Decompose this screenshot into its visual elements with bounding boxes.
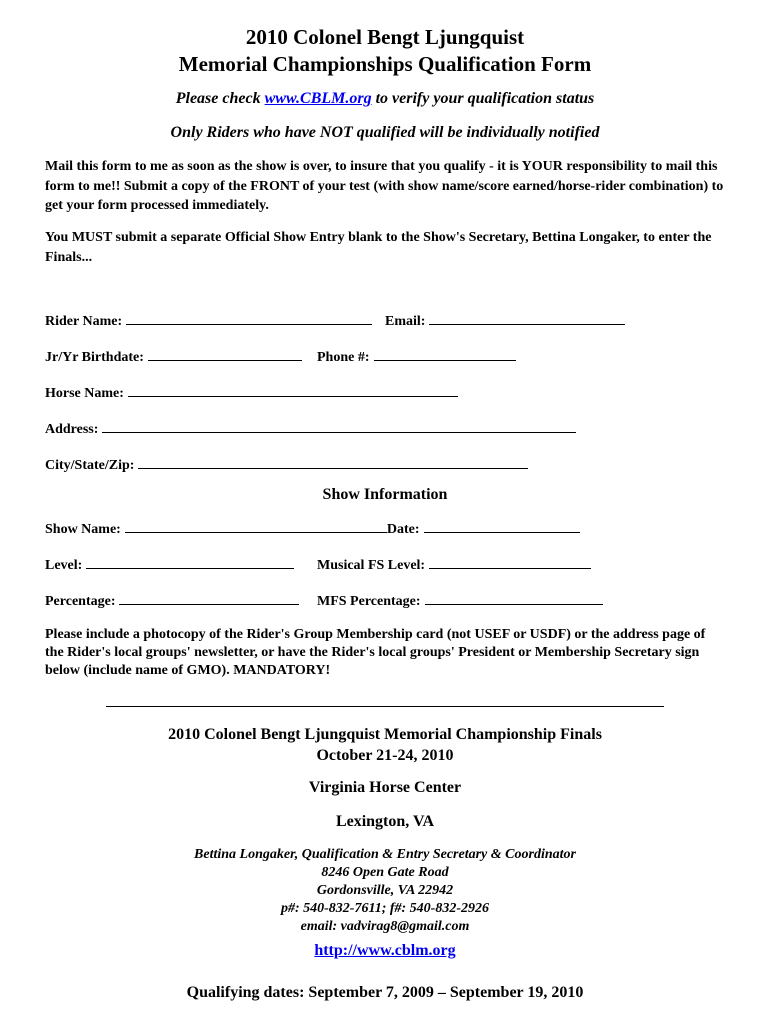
phone-blank[interactable]	[374, 348, 516, 361]
address-label: Address:	[45, 422, 99, 437]
rider-name-label: Rider Name:	[45, 314, 123, 329]
email-label: Email:	[385, 314, 426, 329]
address-field[interactable]	[45, 420, 576, 438]
rider-name-blank[interactable]	[126, 312, 372, 325]
musical-level-blank[interactable]	[429, 556, 591, 569]
city-label: City/State/Zip:	[45, 458, 135, 473]
horse-name-field[interactable]	[45, 384, 458, 402]
finals-dates: October 21-24, 2010	[316, 747, 454, 764]
title-line-1: 2010 Colonel Bengt Ljungquist	[245, 25, 525, 49]
mfs-percentage-label: MFS Percentage:	[317, 594, 421, 609]
verify-prefix: Please check	[175, 90, 265, 107]
email-field[interactable]	[385, 312, 625, 330]
show-name-field[interactable]	[45, 520, 580, 538]
cblm-link[interactable]: www.CBLM.org	[264, 90, 372, 107]
verify-line	[0, 90, 770, 108]
level-label: Level:	[45, 558, 83, 573]
qualifying-dates: Qualifying dates: September 7, 2009 – September 19, 2010	[186, 984, 584, 1001]
date-label: Date:	[386, 522, 420, 537]
birthdate-label: Jr/Yr Birthdate:	[45, 350, 144, 365]
title-line-2: Memorial Championships Qualification Form	[178, 52, 592, 76]
finals-info	[0, 724, 770, 766]
phone-field[interactable]	[317, 348, 516, 366]
rider-name-field[interactable]	[45, 312, 372, 330]
date-blank[interactable]	[424, 520, 580, 533]
form-title	[0, 24, 770, 78]
birthdate-field[interactable]	[45, 348, 302, 366]
entry-instructions: You MUST submit a separate Official Show Entry blank to the Show's Secretary, Bettina Longaker, to enter the Finals...	[45, 230, 712, 265]
contact-block	[0, 846, 770, 936]
finals-city: Lexington, VA	[335, 813, 435, 830]
finals-title: 2010 Colonel Bengt Ljungquist Memorial Championship Finals	[168, 726, 602, 743]
city-blank[interactable]	[138, 456, 528, 469]
percentage-blank[interactable]	[119, 592, 299, 605]
show-info-heading: Show Information	[322, 486, 448, 503]
phone-label: Phone #:	[317, 350, 370, 365]
website-link[interactable]: http://www.cblm.org	[314, 942, 456, 959]
finals-venue: Virginia Horse Center	[308, 779, 462, 796]
show-name-blank[interactable]	[125, 520, 387, 533]
musical-level-field[interactable]	[317, 556, 591, 574]
percentage-field[interactable]	[45, 592, 299, 610]
mail-instructions: Mail this form to me as soon as the show is over, to insure that you qualify - it is YOUR responsibility to mail this form to me!! Submit a copy of the FRONT of your test (with show name/score earned/horse-rider combination) to get your form processed immediately.	[45, 159, 724, 213]
horse-name-blank[interactable]	[128, 384, 458, 397]
contact-phones: p#: 540-832-7611; f#: 540-832-2926	[280, 901, 490, 916]
contact-email: email: vadvirag8@gmail.com	[300, 919, 470, 934]
verify-suffix: to verify your qualification status	[371, 90, 595, 107]
level-field[interactable]	[45, 556, 294, 574]
contact-street: 8246 Open Gate Road	[321, 865, 449, 880]
address-blank[interactable]	[102, 420, 576, 433]
email-blank[interactable]	[429, 312, 625, 325]
level-blank[interactable]	[86, 556, 294, 569]
percentage-label: Percentage:	[45, 594, 116, 609]
signature-line[interactable]	[106, 706, 664, 707]
mfs-percentage-field[interactable]	[317, 592, 603, 610]
horse-name-label: Horse Name:	[45, 386, 124, 401]
city-field[interactable]	[45, 456, 528, 474]
contact-name: Bettina Longaker, Qualification & Entry Secretary & Coordinator	[194, 847, 576, 862]
notify-line: Only Riders who have NOT qualified will be individually notified	[170, 124, 600, 141]
mfs-percentage-blank[interactable]	[425, 592, 603, 605]
membership-note: Please include a photocopy of the Rider's Group Membership card (not USEF or USDF) or the address page of the Rider's local groups' newsletter, or have the Rider's local groups' President or Membership Secretary sign below (include name of GMO). MANDATORY!	[45, 627, 706, 678]
contact-city: Gordonsville, VA 22942	[316, 883, 454, 898]
musical-level-label: Musical FS Level:	[317, 558, 426, 573]
show-name-label: Show Name:	[45, 522, 121, 537]
birthdate-blank[interactable]	[148, 348, 302, 361]
